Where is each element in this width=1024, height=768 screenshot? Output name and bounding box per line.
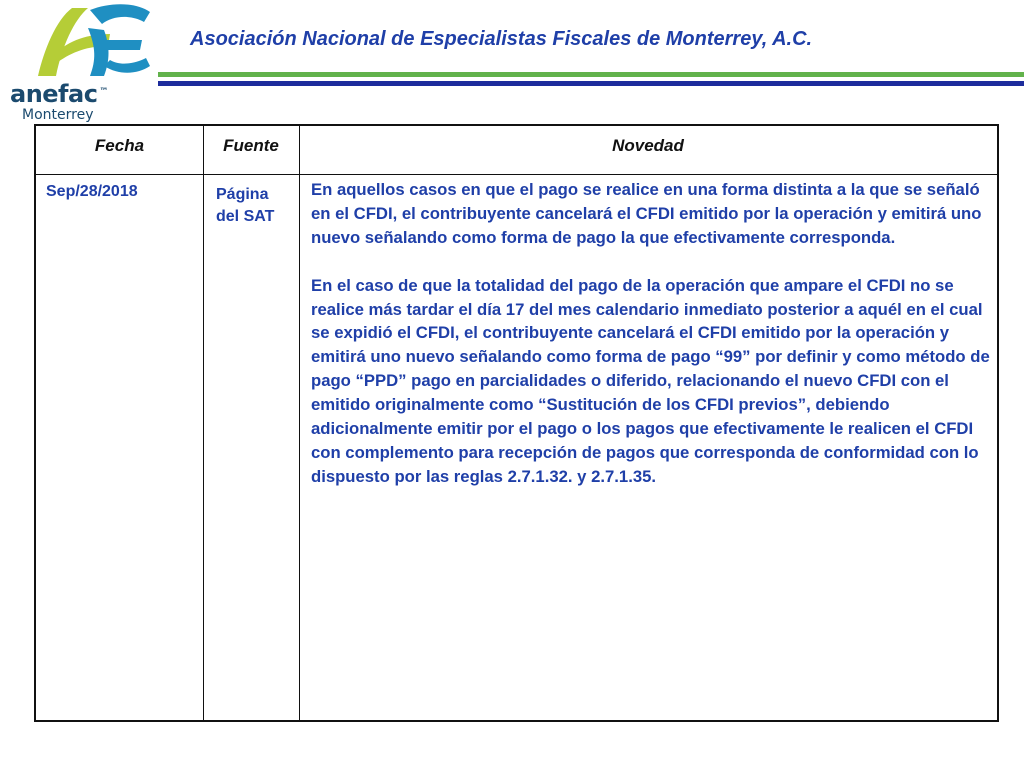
novedad-paragraph-1: En aquellos casos en que el pago se realice en una forma distinta a la que se señaló en el CFDI, el contribuyente cancelará el CFDI emitido por la operación y emitirá uno nuevo señalando como forma de pago la que efectivamente corresponda. <box>311 180 982 247</box>
header-row-divider <box>36 174 997 175</box>
cell-novedad <box>311 178 997 513</box>
header-novedad: Novedad <box>612 136 684 155</box>
trademark-symbol: ™ <box>99 87 108 97</box>
cell-fecha: Sep/28/2018 <box>46 183 138 200</box>
page-title: Asociación Nacional de Especialistas Fiscales de Monterrey, A.C. <box>190 28 813 50</box>
news-table <box>34 124 999 722</box>
column-divider-fecha <box>36 126 204 720</box>
header-fecha: Fecha <box>94 136 145 155</box>
ae-logo-mark-icon <box>30 0 160 90</box>
header-fuente: Fuente <box>223 136 279 155</box>
header-rule-green <box>158 72 1024 77</box>
novedad-paragraph-2: En el caso de que la totalidad del pago de la operación que ampare el CFDI no se realice más tardar el día 17 del mes calendario inmediato posterior a aquél en el cual se expidió el CFDI, el contribuyente cancelará el CFDI emitido por la operación y emitirá uno nuevo señalando como forma de pago “99” por definir y como método de pago “PPD” pago en parcialidades o diferido, relacionando el nuevo CFDI con el emitido originalmente como “Sustitución de los CFDI previos”, debiendo adicionalmente emitir por el pago o los pagos que efectivamente le realicen el CFDI con complemento para recepción de pagos que corresponda de conformidad con lo dispuesto por las reglas 2.7.1.32. y 2.7.1.35. <box>311 275 990 486</box>
brand-name: anefac ™ <box>10 80 108 108</box>
header-rule-blue <box>158 81 1024 86</box>
cell-fuente: Página del SAT <box>216 186 275 225</box>
brand-city: Monterrey <box>22 107 94 123</box>
